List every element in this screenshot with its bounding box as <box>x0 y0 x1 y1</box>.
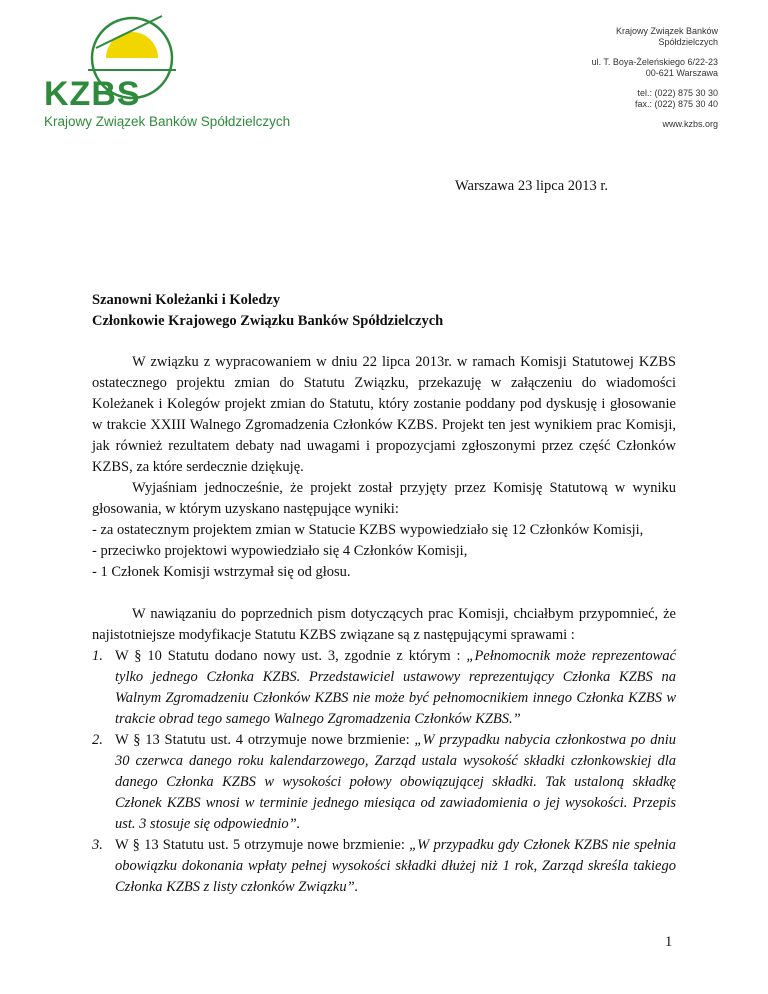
contact-block <box>592 26 718 139</box>
address-city: 00-621 Warszawa <box>645 68 718 78</box>
list-item-lead: W § 13 Statutu ust. 5 otrzymuje nowe brzmienie: <box>115 837 410 853</box>
paragraph-2: Wyjaśniam jednocześnie, że projekt został przyjęty przez Komisję Statutową w wyniku głosowania, w którym uzyskano następujące wyniki: <box>92 480 676 517</box>
list-item-lead: W § 13 Statutu ust. 4 otrzymuje nowe brzmienie: <box>115 732 415 748</box>
list-item-number: 3. <box>92 837 103 853</box>
amendments-list <box>92 646 676 898</box>
logo-text: KZBS <box>44 75 141 113</box>
fax: fax.: (022) 875 30 40 <box>634 99 718 109</box>
list-item-quote: „W przypadku gdy Członek KZBS nie spełnia obowiązku dokonania wpłaty pełnej wysokości składki dłużej niż 1 rok, Zarząd skreśla takiego Członka KZBS z listy członków Związku”. <box>115 837 676 895</box>
list-item <box>92 835 676 898</box>
address-street: ul. T. Boya-Żeleńskiego 6/22-23 <box>591 57 718 67</box>
kzbs-logo <box>44 10 304 132</box>
paragraph-1: W związku z wypracowaniem w dniu 22 lipca 2013r. w ramach Komisji Statutowej KZBS ostatecznego projektu zmian do Statutu Związku, przekazuję w załączeniu do wiadomości Koleżanek i Kolegów projekt zmian do Statutu, który zostanie poddany pod dyskusję i głosowanie w trakcie XXIII Walnego Zgromadzenia Członków KZBS. Projekt ten jest wynikiem prac Komisji, jak również rezultatem debaty nad uwagami i propozycjami zgłoszonymi przez część Członków KZBS, za które serdecznie dziękuję. <box>92 354 676 475</box>
list-item-quote: „Pełnomocnik może reprezentować tylko jednego Członka KZBS. Przedstawiciel ustawowy reprezentujący Członka KZBS na Walnym Zgromadzeniu Członków KZBS nie może być pełnomocnikiem innego Członka KZBS w trakcie obrad tego samego Walnego Zgromadzenia Członków KZBS.” <box>115 648 677 727</box>
list-item <box>92 730 676 835</box>
page-number: 1 <box>665 934 673 950</box>
vote-result-for: - za ostatecznym projektem zmian w Statucie KZBS wypowiedziało się 12 Członków Komisji, <box>92 522 644 538</box>
list-item-number: 1. <box>92 648 103 664</box>
org-name-line2: Spółdzielczych <box>658 37 718 47</box>
logo-subtitle: Krajowy Związek Banków Spółdzielczych <box>44 114 291 129</box>
list-item-quote: „W przypadku nabycia członkostwa po dniu 30 czerwca danego roku kalendarzowego, Zarząd ustala wysokość składki członkowskiej dla danego Członka KZBS w wysokości połowy obowiązującej składki. Tak ustaloną składkę Członek KZBS wnosi w terminie jednego miesiąca od zawiadomienia o jej wysokości. Przepis ust. 3 stosuje się odpowiednio”. <box>115 732 676 832</box>
vote-result-abstain: - 1 Członek Komisji wstrzymał się od głosu. <box>92 564 351 580</box>
list-item-lead: W § 10 Statutu dodano nowy ust. 3, zgodnie z którym : <box>115 648 467 664</box>
greeting <box>92 290 443 332</box>
website-link[interactable]: www.kzbs.org <box>662 119 718 129</box>
letter-body <box>92 352 676 898</box>
greeting-line2: Członkowie Krajowego Związku Banków Spółdzielczych <box>92 313 444 329</box>
org-name-line1: Krajowy Związek Banków <box>615 26 718 36</box>
paragraph-3: W nawiązaniu do poprzednich pism dotyczących prac Komisji, chciałbym przypomnieć, że najistotniejsze modyfikacje Statutu KZBS związane są z następującymi sprawami : <box>92 606 676 643</box>
greeting-line1: Szanowni Koleżanki i Koledzy <box>92 292 281 308</box>
list-item-number: 2. <box>92 732 103 748</box>
letter-date: Warszawa 23 lipca 2013 r. <box>455 178 609 194</box>
phone: tel.: (022) 875 30 30 <box>637 88 718 98</box>
list-item <box>92 646 676 730</box>
vote-result-against: - przeciwko projektowi wypowiedziało się 4 Członków Komisji, <box>92 543 468 559</box>
